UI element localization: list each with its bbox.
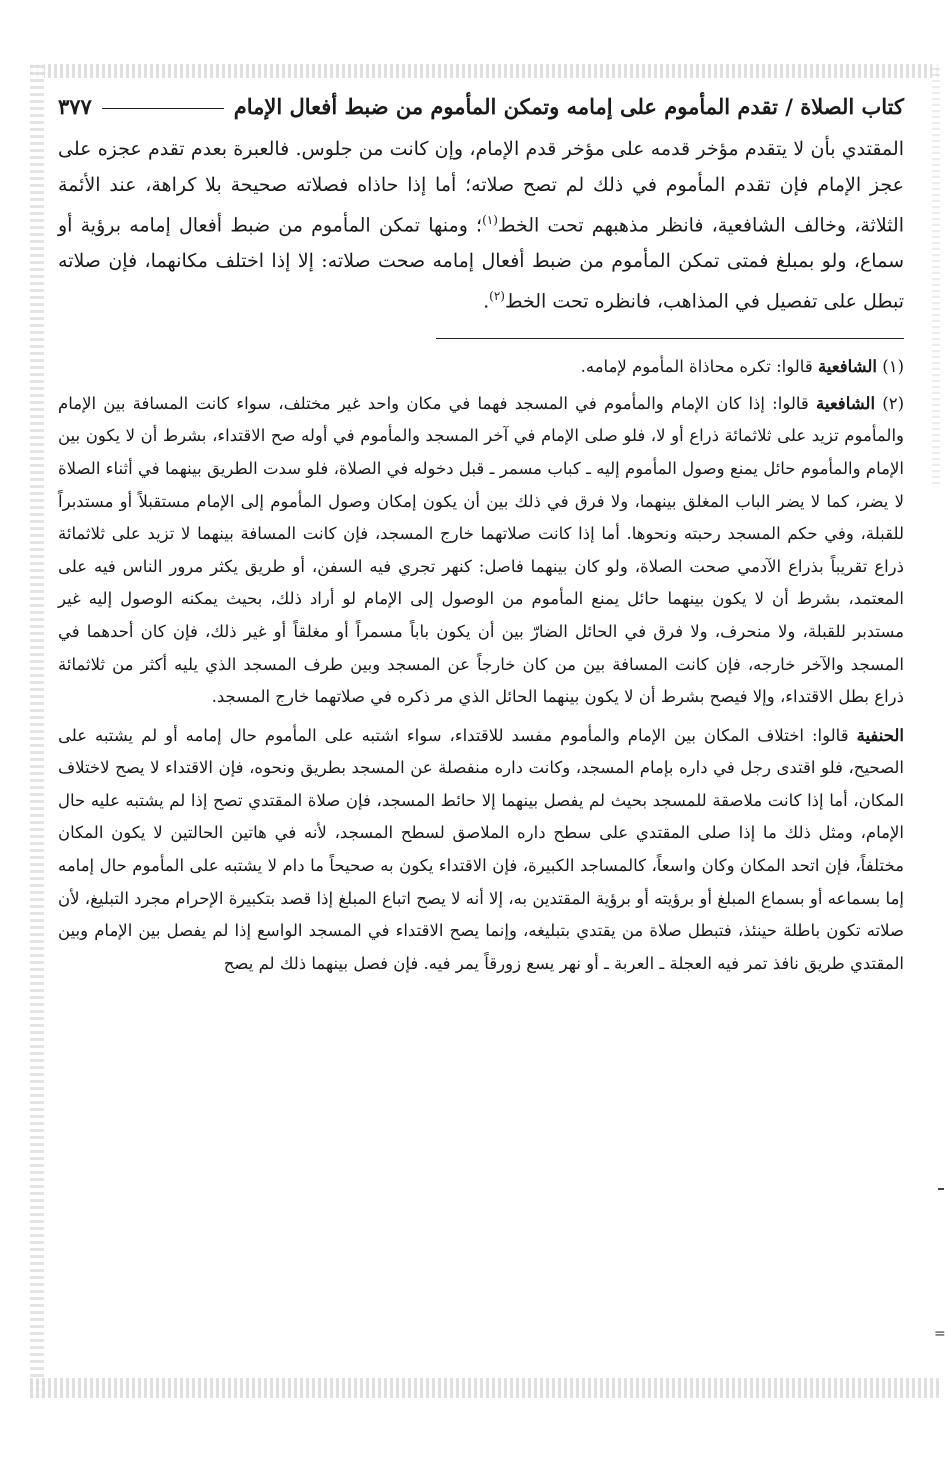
main-text-part-1: المقتدي بأن لا يتقدم مؤخر قدمه على مؤخر قدم الإمام، وإن كانت من جلوس. فالعبرة بعدم تقدم عجزه على عجز الإمام فإن تقدم المأموم في ذلك لم تصح صلاته؛ أما إذا حاذاه فصلاته صحيحة بلا كراهة، عند الأئمة الثلاثة، وخالف الشافعية، فانظر مذهبهم تحت الخط bbox=[58, 138, 904, 237]
main-text-part-2: ؛ ومنها تمكن المأموم من ضبط أفعال إمامه برؤية أو سماع، ولو بمبلغ فمتى تمكن المأموم من ضبط أفعال إمامه صحت صلاته: إلا إذا اختلف مكانهما، فإن صلاته تبطل على تفصيل في المذاهب، فانظره تحت الخط bbox=[58, 214, 904, 313]
decorative-border-left bbox=[30, 64, 44, 1398]
page-number: ٣٧٧ bbox=[58, 93, 92, 119]
decorative-border-right bbox=[932, 64, 940, 484]
footnotes bbox=[58, 351, 904, 980]
footnote-marker: (١) bbox=[882, 357, 904, 377]
page-content bbox=[58, 86, 904, 984]
footnote-separator bbox=[436, 338, 904, 339]
footnote-ref-1: (١) bbox=[482, 213, 498, 227]
decorative-border-top bbox=[30, 64, 942, 78]
footnote-school-label: الشافعية bbox=[817, 357, 877, 377]
footnote-2-continued bbox=[58, 720, 904, 981]
footnote-2 bbox=[58, 388, 904, 714]
footnote-school-label: الحنفية bbox=[856, 725, 905, 745]
main-text bbox=[58, 132, 904, 320]
footnote-ref-2: (٢) bbox=[489, 289, 505, 304]
page-header bbox=[58, 86, 904, 126]
main-text-part-3: . bbox=[483, 290, 490, 313]
footnote-school-label: الشافعية bbox=[816, 393, 876, 413]
decorative-border-bottom bbox=[30, 1378, 942, 1398]
footnote-marker: (٢) bbox=[882, 393, 905, 413]
footnote-1 bbox=[58, 351, 904, 384]
footnote-text: قالوا: اختلاف المكان بين الإمام والمأموم مفسد للاقتداء، سواء اشتبه على المأموم حال إمامه أو لم يشتبه على الصحيح، فلو اقتدى رجل في داره بإمام المسجد، وكانت داره منفصلة عن المسجد بطريق ونحوه، فإن الاقتداء لا يصح لاختلاف المكان، أما إذا كانت ملاصقة للمسجد بحيث لم يفصل بينهما إلا حائط المسجد، فإن صلاة المقتدي تصح إذا لم يشتبه عليه حال الإمام، ومثل ذلك ما إذا صلى المقتدي على سطح داره الملاصق لسطح المسجد، لأنه في هاتين الحالتين لا يكون المكان مختلفاً، فإن اتحد المكان وكان واسعاً، كالمساجد الكبيرة، فإن الاقتداء يكون به صحيحاً ما دام لا يشتبه على المأموم حال إمامه إما بسماعه أو بسماع المبلغ أو برؤيته أو برؤية المقتدين به، إلا أنه لا يصح اتباع المبلغ إذا قصد بتكبيرة الإحرام مجرد التبليغ، لأن صلاته تكون باطلة حينئذ، فتبطل صلاة من يقتدي بتبليغه، وإنما يصح الاقتداء في المسجد الواسع إذا لم يفصل بين الإمام وبين المقتدي طريق نافذ تمر فيه العجلة ـ العربة ـ أو نهر يسع زورقاً يمر فيه. فإن فصل بينهما ذلك لم يصح bbox=[58, 725, 904, 973]
main-paragraph bbox=[58, 132, 904, 320]
footnote-text: قالوا: تكره محاذاة المأموم لإمامه. bbox=[580, 357, 813, 377]
chapter-title: كتاب الصلاة / تقدم المأموم على إمامه وتمكن المأموم من ضبط أفعال الإمام bbox=[233, 93, 904, 119]
continuation-mark: = bbox=[934, 1326, 946, 1342]
footnote-text: قالوا: إذا كان الإمام والمأموم في المسجد فهما في مكان واحد غير مختلف، سواء كانت المسافة بين الإمام والمأموم تزيد على ثلاثمائة ذراع أو لا، فلو صلى الإمام في آخر المسجد والمأموم في أوله صح الاقتداء، بشرط أن لا يكون بين الإمام والمأموم حائل يمنع وصول المأموم إليه ـ كباب مسمر ـ قبل دخوله في الصلاة، فلو سدت الطريق بينهما في أثناء الصلاة لا يضر، كما لا يضر الباب المغلق بينهما، ولا فرق في ذلك بين أن يكون إمكان وصول المأموم إلى الإمام مستقبلاً أو مستدبراً للقبلة، وفي حكم المسجد رحبته ونحوها. أما إذا كانت صلاتهما خارج المسجد، فإن كانت المسافة بينهما لا تزيد على ثلاثمائة ذراع تقريباً بذراع الآدمي صحت الصلاة، ولو كان بينهما فاصل: كنهر تجري فيه السفن، أو طريق يكثر مرور الناس فيه على المعتمد، بشرط أن لا يكون بينهما حائل يمنع المأموم من الوصول إلى الإمام لو أراد ذلك، بحيث يمكنه الوصول إليه غير مستدبر للقبلة، ولا منحرف، ولا فرق في الحائل الضارّ بين أن يكون باباً مسمراً أو مغلقاً أو غير ذلك، فإن كان أحدهما في المسجد والآخر خارجه، فإن كانت المسافة بين من كان خارجاً عن المسجد وبين طرف المسجد الذي يليه أكثر من ثلاثمائة ذراع بطل الاقتداء، وإلا فيصح بشرط أن لا يكون بينهما الحائل الذي مر ذكره في صلاتهما خارج المسجد. bbox=[58, 393, 904, 707]
margin-dash bbox=[938, 1188, 944, 1190]
header-rule bbox=[102, 108, 224, 109]
